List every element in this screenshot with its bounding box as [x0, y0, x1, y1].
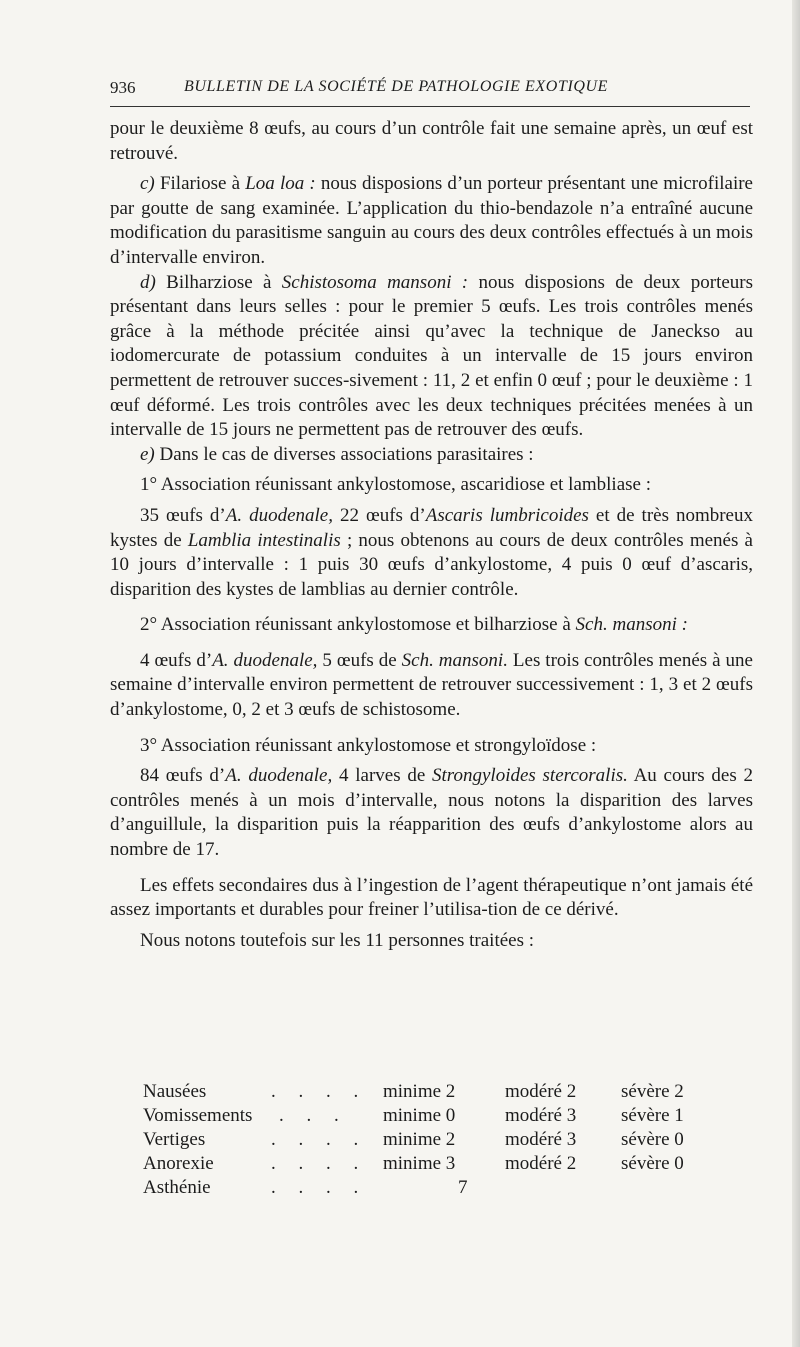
- body-text: [110, 117, 753, 953]
- leader-dots: . . . .: [271, 1129, 368, 1150]
- paragraph-association-3-detail: 84 œufs d’A. duodenale, 4 larves de Strongyloides stercoralis. Au cours des 2 contrôles menés à un mois d’intervalle, nous notons la disparition des larves d’anguillule, la disparition puis la réapparition des œufs d’ankylostome alors au nombre de 17.: [110, 765, 753, 861]
- effect-minimum: minime 2: [383, 1081, 456, 1102]
- leader-dots: . . . .: [271, 1153, 368, 1174]
- paragraph-side-effects: Les effets secondaires dus à l’ingestion de l’agent thérapeutique n’ont jamais été assez importants et durables pour freiner l’utilisa-tion de ce dérivé.: [110, 874, 753, 921]
- paragraph-association-1: 1° Association réunissant ankylostomose, ascaridiose et lambliase :: [140, 474, 651, 496]
- page-edge: [792, 0, 800, 1347]
- running-title: BULLETIN DE LA SOCIÉTÉ DE PATHOLOGIE EXOTIQUE: [184, 78, 609, 95]
- effect-name: Asthénie: [143, 1177, 211, 1198]
- effect-moderate: modéré 3: [505, 1105, 577, 1126]
- page-number: 936: [110, 78, 136, 97]
- table-row: [143, 1152, 743, 1176]
- effect-severe: sévère 1: [621, 1105, 684, 1126]
- side-effects-table: [143, 1080, 743, 1200]
- leader-dots: . . . .: [271, 1081, 368, 1102]
- table-row: [143, 1104, 743, 1128]
- effect-moderate: modéré 2: [505, 1081, 577, 1102]
- effect-minimum: minime 2: [383, 1129, 456, 1150]
- table-row: [143, 1176, 743, 1200]
- paragraph-association-2: 2° Association réunissant ankylostomose et bilharziose à Sch. mansoni :: [140, 614, 688, 636]
- effect-moderate: modéré 3: [505, 1129, 577, 1150]
- table-row: [143, 1128, 743, 1152]
- effect-moderate: modéré 2: [505, 1153, 577, 1174]
- table-row: [143, 1080, 743, 1104]
- effect-name: Anorexie: [143, 1153, 214, 1174]
- effect-name: Vertiges: [143, 1129, 206, 1150]
- effect-minimum: minime 0: [383, 1105, 456, 1126]
- running-header: [110, 74, 750, 102]
- effect-severe: sévère 2: [621, 1081, 684, 1102]
- effect-name: Vomissements: [143, 1105, 253, 1126]
- effect-severe: sévère 0: [621, 1129, 684, 1150]
- leader-dots: . . . .: [271, 1177, 368, 1198]
- leader-dots: . . .: [279, 1105, 348, 1126]
- paragraph: pour le deuxième 8 œufs, au cours d’un contrôle fait une semaine après, un œuf est retrouvé.: [110, 118, 753, 164]
- header-rule: [110, 106, 750, 107]
- paragraph-bilharziose: d) Bilharziose à Schistosoma mansoni : nous disposions de deux porteurs présentant dans leurs selles : pour le premier 5 œufs. Les trois contrôles menés grâce à la méthode précitée ainsi qu’avec la technique de Janeckso au iodomercurate de potassium conduites à un intervalle de 15 jours environ permettent de retrouver succes-sivement : 11, 2 et enfin 0 œuf ; pour le deuxième : 1 œuf déformé. Les trois contrôles avec les deux techniques précitées menées à un intervalle de 15 jours ne permettent pas de retrouver des œufs.: [110, 271, 754, 441]
- effect-severe: sévère 0: [621, 1153, 684, 1174]
- paragraph-association-1-detail: 35 œufs d’A. duodenale, 22 œufs d’Ascaris lumbricoides et de très nombreux kystes de Lamblia intestinalis ; nous obtenons au cours de deux contrôles menés à 10 jours d’intervalle : 1 puis 30 œufs d’ankylostome, 4 puis 0 œuf d’ascaris, disparition des kystes de lamblias au dernier contrôle.: [110, 504, 753, 600]
- effect-minimum: minime 3: [383, 1153, 456, 1174]
- effect-value: 7: [458, 1177, 468, 1198]
- effect-name: Nausées: [143, 1081, 207, 1102]
- paragraph-association-3: 3° Association réunissant ankylostomose et strongyloïdose :: [140, 734, 597, 756]
- paragraph-association-2-detail: 4 œufs d’A. duodenale, 5 œufs de Sch. mansoni. Les trois contrôles menés à une semaine d’intervalle environ permettent de retrouver successivement : 1, 3 et 2 œufs d’ankylostome, 0, 2 et 3 œufs de schistosome.: [110, 649, 753, 721]
- paragraph-filariose: c) Filariose à Loa loa : nous disposions d’un porteur présentant une microfilaire par goutte de sang examinée. L’application du thio-bendazole n’a entraîné aucune modification du parasitisme sanguin au cours des deux contrôles effectués à un mois d’intervalle environ.: [110, 173, 753, 268]
- paragraph-patients: Nous notons toutefois sur les 11 personnes traitées :: [140, 929, 535, 951]
- paragraph-associations: e) Dans le cas de diverses associations parasitaires :: [140, 443, 534, 465]
